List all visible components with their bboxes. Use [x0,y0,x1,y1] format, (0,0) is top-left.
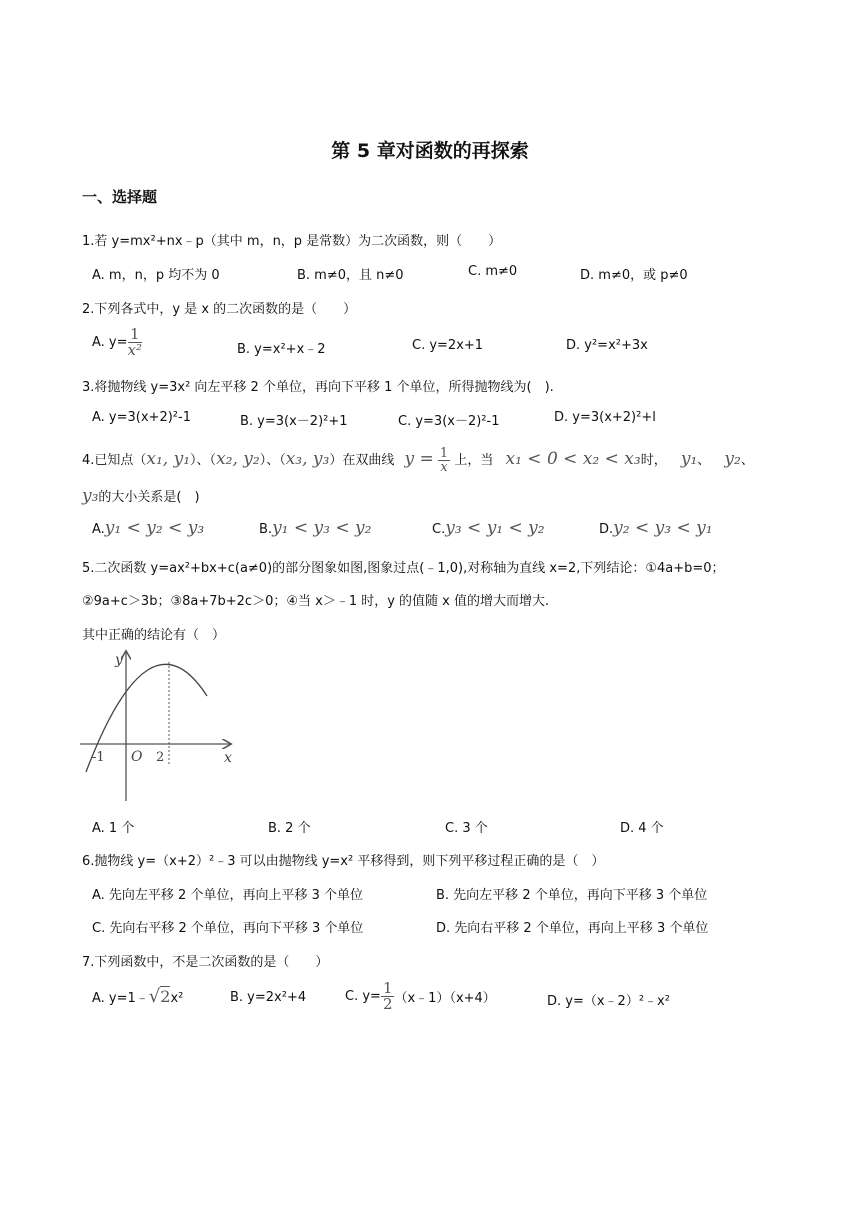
q4-option-a[interactable] [92,518,204,538]
q4-curve-num: 1 [439,446,449,461]
q2-stem: 2.下列各式中，y 是 x 的二次函数的是（ ） [82,302,357,317]
q4-y2: y₂ [724,449,741,469]
q7-a-radicand: 2 [160,987,171,1006]
q5-stem-line2: ②9a+c＞3b；③8a+7b+2c＞0；④当 x＞﹣1 时，y 的值随 x 值的增大而增大. [82,594,550,609]
tick-label-neg1: -1 [92,750,105,765]
q5-parabola-graph [78,646,243,806]
q7-a-sqrt: √2 [148,986,171,1007]
q1-option-d[interactable]: D. m≠0，或 p≠0 [580,268,688,283]
q3-option-d[interactable]: D. y=3(x+2)²+l [554,410,656,425]
q2-a-prefix: A. y= [92,335,128,350]
q1-option-c[interactable]: C. m≠0 [468,264,518,279]
q4-c-label: C. [432,522,446,537]
q4-curve-fraction [438,447,450,474]
q4-condition: x₁ < 0 < x₂ < x₃ [505,449,641,469]
q5-stem-line1: 5.二次函数 y=ax²+bx+c(a≠0)的部分图象如图,图象过点(﹣1,0),对称轴为直线 x=2,下列结论：①4a+b=0； [82,561,725,576]
origin-label: O [131,749,143,765]
q4-text-2: ）、（ [190,453,217,468]
q7-option-b[interactable]: B. y=2x²+4 [230,990,307,1005]
q4-point-3: x₃, y₃ [285,449,330,469]
q4-option-b[interactable] [259,518,371,538]
q4-text-1: 4.已知点（ [82,453,147,468]
tick-label-2: 2 [156,750,165,765]
q2-a-fraction [128,327,142,358]
q7-option-d[interactable]: D. y=（x﹣2）²﹣x² [547,994,670,1009]
q4-text-7: 的大小关系是( ) [98,490,200,505]
q7-a-prefix: A. y=1﹣ [92,991,149,1006]
q2-a-den: x² [127,341,142,359]
q4-sep-2: 、 [740,453,754,468]
q5-option-d[interactable]: D. 4 个 [620,821,664,836]
q4-a-label: A. [92,522,105,537]
q4-option-c[interactable] [432,518,545,538]
q1-option-b[interactable]: B. m≠0，且 n≠0 [297,268,404,283]
q5-option-b[interactable]: B. 2 个 [268,821,311,836]
q4-point-2: x₂, y₂ [216,449,260,469]
q7-a-suffix: x² [170,991,184,1006]
q6-option-a[interactable]: A. 先向左平移 2 个单位，再向上平移 3 个单位 [92,888,364,903]
q6-option-d[interactable]: D. 先向右平移 2 个单位，再向上平移 3 个单位 [436,921,709,936]
q7-c-fraction [381,981,395,1012]
q7-option-a[interactable] [92,986,183,1007]
y-axis-label: y [115,652,123,668]
q3-option-a[interactable]: A. y=3(x+2)²-1 [92,410,191,425]
q3-stem: 3.将抛物线 y=3x² 向左平移 2 个单位，再向下平移 1 个单位，所得抛物线为( ). [82,380,554,395]
q7-c-num: 1 [382,979,393,997]
q5-option-c[interactable]: C. 3 个 [445,821,488,836]
q4-curve-den: x [440,460,448,475]
q4-sep-1: 、 [697,453,711,468]
q1-stem: 1.若 y=mx²+nx﹣p（其中 m，n，p 是常数）为二次函数，则（ ） [82,234,502,249]
x-axis-label: x [224,750,232,766]
q5-option-a[interactable]: A. 1 个 [92,821,135,836]
q4-curve-lhs: y = [404,449,434,469]
q4-b-expr: y₁ < y₃ < y₂ [272,518,372,538]
q7-c-suffix: （x﹣1）（x+4） [394,991,496,1006]
q4-point-1: x₁, y₁ [146,449,191,469]
q2-option-c[interactable]: C. y=2x+1 [412,338,484,353]
q7-c-den: 2 [382,995,393,1013]
q4-d-expr: y₂ < y₃ < y₁ [613,518,713,538]
q4-text-6: 时， [640,453,667,468]
q4-text-3: ）、（ [259,453,286,468]
q2-option-b[interactable]: B. y=x²+x﹣2 [237,342,326,357]
q4-d-label: D. [599,522,614,537]
q7-option-c[interactable] [345,981,496,1012]
q4-text-4: ）在双曲线 [329,453,395,468]
q4-b-label: B. [259,522,273,537]
page-title: 第 5 章对函数的再探索 [331,140,529,162]
q6-option-b[interactable]: B. 先向左平移 2 个单位，再向下平移 3 个单位 [436,888,708,903]
q5-stem-line3: 其中正确的结论有（ ） [82,628,226,643]
q6-stem: 6.抛物线 y=（x+2）²﹣3 可以由抛物线 y=x² 平移得到，则下列平移过程正确的是（ ） [82,854,605,869]
q2-a-num: 1 [128,327,142,343]
q4-stem [82,445,754,475]
q3-option-b[interactable]: B. y=3(x－2)²+1 [240,414,348,429]
q4-option-d[interactable] [599,518,713,538]
q3-option-c[interactable]: C. y=3(x－2)²-1 [398,414,500,429]
q4-c-expr: y₃ < y₁ < y₂ [445,518,545,538]
q2-option-a[interactable] [92,327,142,358]
q6-option-c[interactable]: C. 先向右平移 2 个单位，再向下平移 3 个单位 [92,921,364,936]
q1-option-a[interactable]: A. m，n，p 均不为 0 [92,268,220,283]
q4-stem-line2 [82,482,200,512]
section-heading: 一、选择题 [82,188,158,206]
q4-text-5: 上，当 [454,453,494,468]
q4-a-expr: y₁ < y₂ < y₃ [104,518,205,538]
q7-c-prefix: C. y= [345,989,381,1004]
q2-option-d[interactable]: D. y²=x²+3x [566,338,648,353]
q7-stem: 7.下列函数中，不是二次函数的是（ ） [82,955,329,970]
q4-y1: y₁ [680,449,698,469]
q4-y3: y₃ [82,486,99,506]
